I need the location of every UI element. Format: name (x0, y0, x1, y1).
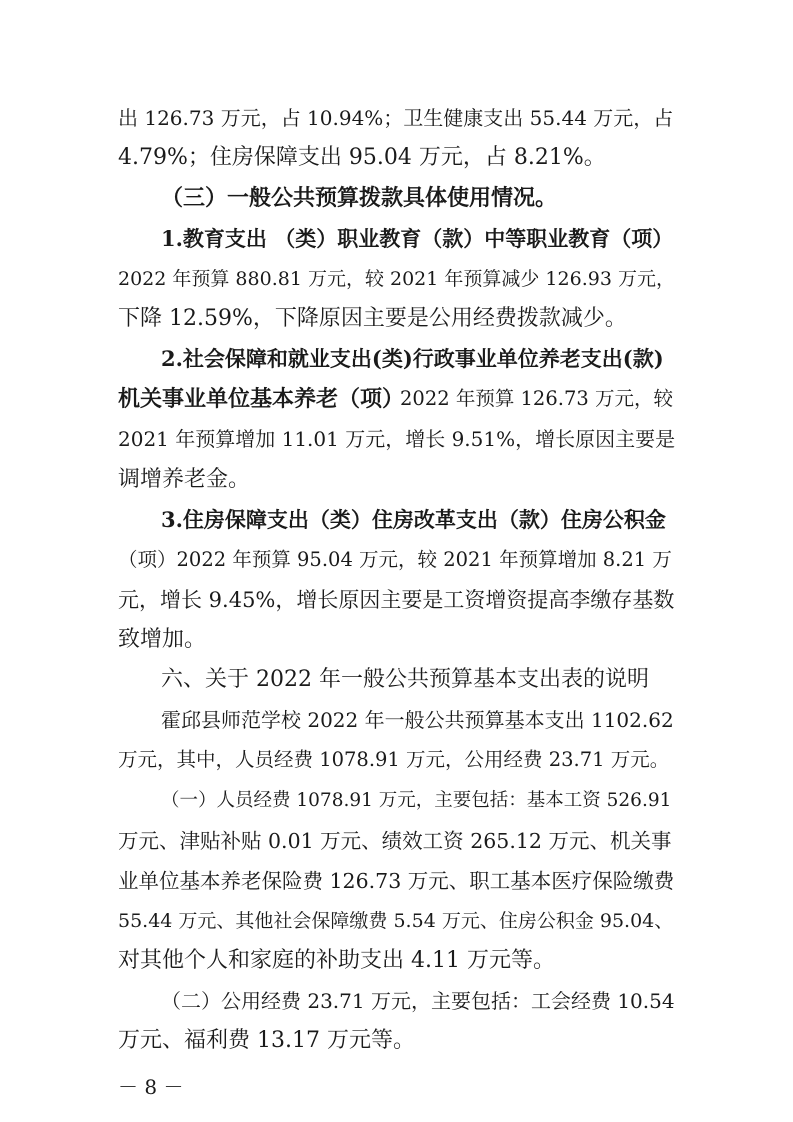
line-text: 1.教育支出 （类）职业教育（款）中等职业教育（项） (161, 226, 674, 251)
text-line (0, 461, 793, 499)
line-text: 六、关于 2022 年一般公共预算基本支出表的说明 (161, 667, 649, 692)
item-heading (0, 220, 793, 258)
line-text: 调增养老金。 (118, 467, 251, 492)
line-text: 2.社会保障和就业支出(类)行政事业单位养老支出(款) (161, 346, 664, 371)
line-text: 下降 12.59%，下降原因主要是公用经费拨款减少。 (118, 306, 627, 331)
line-text: 2021 年预算增加 11.01 万元，增长 9.51%，增长原因主要是 (118, 427, 676, 451)
line-text: 3.住房保障支出（类）住房改革支出（款）住房公积金 (161, 507, 666, 532)
text-line (0, 99, 793, 137)
text-line (0, 1022, 793, 1060)
text-line (0, 380, 793, 418)
item-heading (0, 340, 793, 378)
section-heading (0, 179, 793, 217)
line-text: （一）人员经费 1078.91 万元，主要包括：基本工资 526.91 (161, 790, 672, 811)
line-text: 万元、福利费 13.17 万元等。 (118, 1028, 415, 1053)
line-text: 出 126.73 万元，占 10.94%；卫生健康支出 55.44 万元，占 (118, 106, 674, 130)
text-line (0, 581, 793, 619)
text-line (0, 541, 793, 579)
line-text: 业单位基本养老保险费 126.73 万元、职工基本医疗保险缴费 (118, 869, 675, 893)
text-line (0, 862, 793, 900)
text-line (0, 420, 793, 458)
line-text: 霍邱县师范学校 2022 年一般公共预算基本支出 1102.62 (161, 708, 674, 732)
line-text: 对其他个人和家庭的补助支出 4.11 万元等。 (118, 948, 555, 973)
line-text: 致增加。 (118, 627, 207, 652)
text-line (0, 902, 793, 940)
text-line (0, 621, 793, 659)
line-text-bold: 机关事业单位基本养老（项） (118, 386, 405, 412)
item-heading (0, 501, 793, 539)
text-line (0, 260, 793, 298)
line-text: （项）2022 年预算 95.04 万元，较 2021 年预算增加 8.21 万 (118, 548, 672, 571)
text-line (0, 300, 793, 338)
line-text: 万元，其中，人员经费 1078.91 万元，公用经费 23.71 万元。 (118, 748, 670, 771)
text-line (0, 741, 793, 779)
text-line (0, 982, 793, 1020)
text-line (0, 782, 793, 820)
page-number: － 8 － (118, 1075, 184, 1099)
line-text: 元，增长 9.45%，增长原因主要是工资增资提高李缴存基数 (118, 588, 675, 612)
line-text: （二）公用经费 23.71 万元，主要包括：工会经费 10.54 (161, 989, 675, 1013)
line-text: 2022 年预算 126.73 万元，较 (400, 387, 673, 410)
line-text: 55.44 万元、其他社会保障缴费 5.54 万元、住房公积金 95.04、 (118, 910, 674, 932)
text-line (0, 139, 793, 177)
line-text: 4.79%；住房保障支出 95.04 万元，占 8.21%。 (118, 145, 606, 170)
line-text: 万元、津贴补贴 0.01 万元、绩效工资 265.12 万元、机关事 (118, 829, 672, 853)
text-line (0, 701, 793, 739)
line-text: （三）一般公共预算拨款具体使用情况。 (161, 185, 558, 211)
text-line (0, 822, 793, 860)
section-heading (0, 661, 793, 699)
text-line (0, 942, 793, 980)
line-text: 2022 年预算 880.81 万元，较 2021 年预算减少 126.93 万元， (118, 268, 675, 290)
